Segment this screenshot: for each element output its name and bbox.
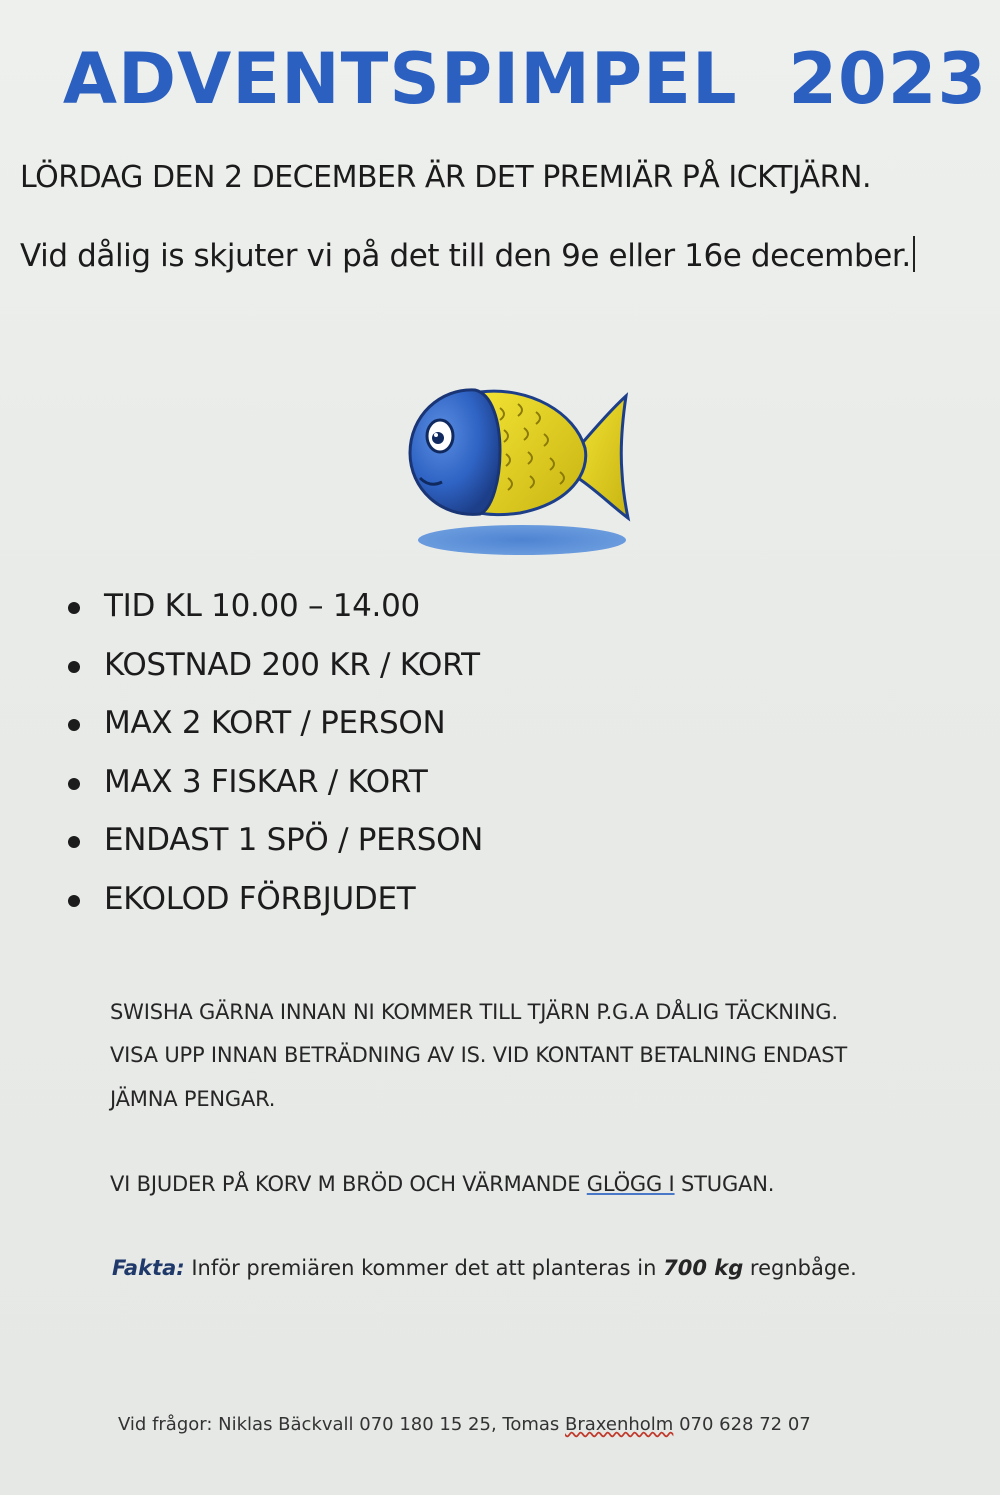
rule-one-rod: ENDAST 1 SPÖ / PERSON — [104, 822, 484, 858]
offer-line — [110, 1172, 774, 1196]
bullet-icon — [68, 778, 80, 790]
fakta-line — [112, 1256, 857, 1280]
bullet-icon — [68, 836, 80, 848]
fakta-amount: 700 kg — [663, 1256, 744, 1280]
payment-info-line-1: SWISHA GÄRNA INNAN NI KOMMER TILL TJÄRN P.G.A DÅLIG TÄCKNING. — [110, 1000, 838, 1024]
payment-info-line-3: JÄMNA PENGAR. — [110, 1087, 276, 1111]
offer-text: VI BJUDER PÅ KORV M BRÖD OCH VÄRMANDE — [110, 1172, 587, 1196]
premiere-headline: LÖRDAG DEN 2 DECEMBER ÄR DET PREMIÄR PÅ ICKTJÄRN. — [20, 160, 871, 195]
postpone-note-text: Vid dålig is skjuter vi på det till den 9e eller 16e december. — [20, 238, 911, 274]
contact-prefix: Vid frågor: Niklas Bäckvall 070 180 15 25, Tomas — [118, 1414, 566, 1435]
bullet-icon — [68, 719, 80, 731]
list-item — [62, 881, 483, 940]
list-item — [62, 764, 483, 823]
list-item — [62, 822, 483, 881]
list-item — [62, 705, 483, 764]
rule-cost: KOSTNAD 200 KR / KORT — [104, 646, 480, 683]
postpone-note — [20, 236, 915, 274]
list-item — [62, 588, 483, 647]
fish-icon — [400, 378, 640, 568]
contact-phone: 070 628 72 07 — [673, 1414, 811, 1435]
contact-name-spellcheck: Braxenholm — [565, 1414, 674, 1435]
rule-max-fish: MAX 3 FISKAR / KORT — [104, 763, 428, 800]
poster-title: ADVENTSPIMPEL 2023 — [62, 38, 988, 120]
bullet-icon — [68, 895, 80, 907]
rules-list — [62, 588, 483, 939]
rule-no-sonar: EKOLOD FÖRBJUDET — [104, 880, 416, 917]
text-cursor — [913, 236, 915, 272]
rule-max-cards: MAX 2 KORT / PERSON — [104, 705, 446, 741]
offer-text-end: STUGAN. — [674, 1172, 775, 1196]
fakta-label: Fakta: — [112, 1256, 185, 1280]
fakta-text: Inför premiären kommer det att planteras in — [184, 1256, 664, 1280]
fakta-text-end: regnbåge. — [743, 1256, 857, 1280]
bullet-icon — [68, 602, 80, 614]
glogg-link[interactable]: GLÖGG I — [586, 1172, 675, 1196]
payment-info-line-2: VISA UPP INNAN BETRÄDNING AV IS. VID KONTANT BETALNING ENDAST — [110, 1043, 847, 1067]
bullet-icon — [68, 661, 80, 673]
contact-line — [118, 1414, 811, 1435]
rule-time: TID KL 10.00 – 14.00 — [104, 588, 420, 624]
list-item — [62, 647, 483, 706]
